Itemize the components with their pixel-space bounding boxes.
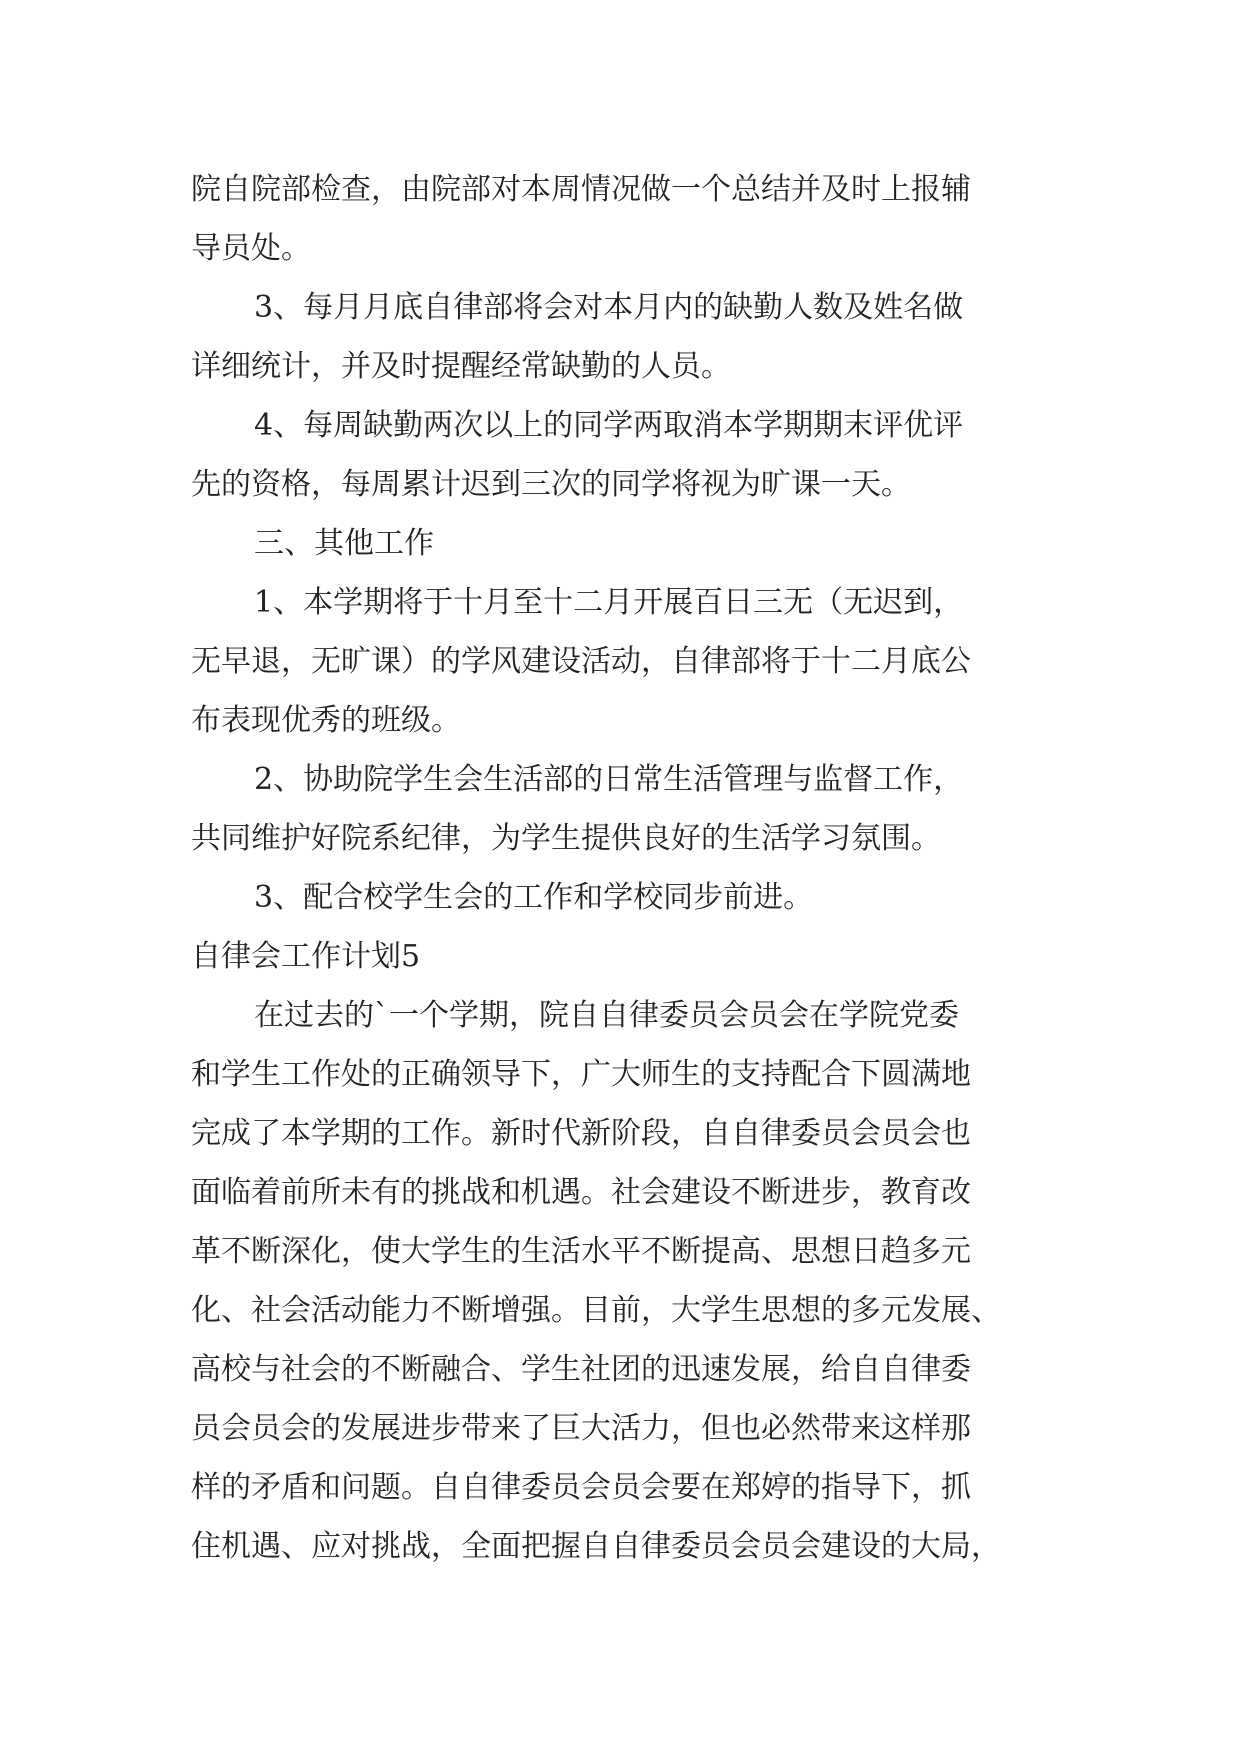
text-line: 完成了本学期的工作。新时代新阶段，自自律委员会员会也	[191, 1116, 971, 1151]
list-item: 2、协助院学生会生活部的日常生活管理与监督工作，	[254, 762, 964, 797]
list-item: 1、本学期将于十月至十二月开展百日三无（无迟到，	[254, 585, 964, 620]
text-line: 院自院部检查，由院部对本周情况做一个总结并及时上报辅	[191, 172, 971, 207]
text-line: 住机遇、应对挑战，全面把握自自律委员会员会建设的大局，	[191, 1529, 1001, 1564]
text-line: 无早退，无旷课）的学风建设活动，自律部将于十二月底公	[191, 644, 971, 679]
text-line: 化、社会活动能力不断增强。目前，大学生思想的多元发展、	[191, 1293, 1001, 1328]
text-line: 详细统计，并及时提醒经常缺勤的人员。	[191, 349, 731, 384]
text-line: 共同维护好院系纪律，为学生提供良好的生活学习氛围。	[191, 821, 941, 856]
text-line: 先的资格，每周累计迟到三次的同学将视为旷课一天。	[191, 467, 911, 502]
text-line: 和学生工作处的正确领导下，广大师生的支持配合下圆满地	[191, 1057, 971, 1092]
text-line: 革不断深化，使大学生的生活水平不断提高、思想日趋多元	[191, 1234, 971, 1269]
document-title: 自律会工作计划5	[191, 939, 421, 974]
list-item: 3、每月月底自律部将会对本月内的缺勤人数及姓名做	[254, 290, 964, 325]
list-item: 4、每周缺勤两次以上的同学两取消本学期期末评优评	[254, 408, 964, 443]
text-line: 面临着前所未有的挑战和机遇。社会建设不断进步，教育改	[191, 1175, 971, 1210]
text-line: 布表现优秀的班级。	[191, 703, 461, 738]
text-line: 高校与社会的不断融合、学生社团的迅速发展，给自自律委	[191, 1352, 971, 1387]
section-heading: 三、其他工作	[254, 526, 434, 561]
document-body	[191, 160, 1051, 1576]
paragraph-start: 在过去的`一个学期，院自自律委员会员会在学院党委	[254, 998, 959, 1033]
text-line: 样的矛盾和问题。自自律委员会员会要在郑婷的指导下，抓	[191, 1470, 971, 1505]
text-line: 员会员会的发展进步带来了巨大活力，但也必然带来这样那	[191, 1411, 971, 1446]
text-line: 导员处。	[191, 231, 311, 266]
list-item: 3、配合校学生会的工作和学校同步前进。	[254, 880, 814, 915]
